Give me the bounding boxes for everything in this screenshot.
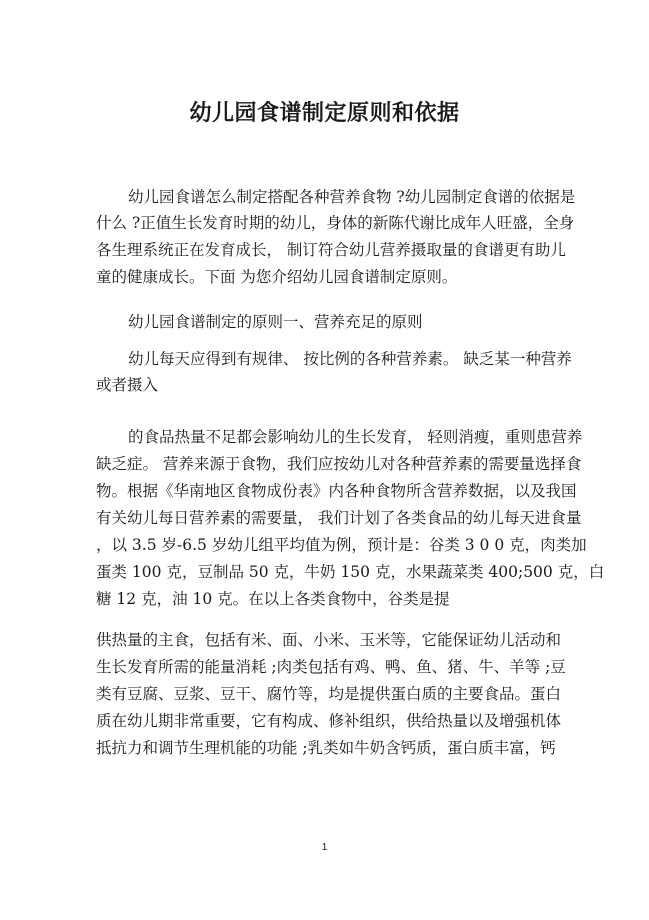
- body-line: 缺乏症。 营养来源于食物，我们应按幼儿对各种营养素的需要量选择食: [96, 455, 582, 473]
- body-line: 抵抗力和调节生理机能的功能 ;乳类如牛奶含钙质，蛋白质丰富，钙: [96, 739, 556, 757]
- body-line: 物。根据《华南地区食物成份表》内各种食物所含营养数据，以及我国: [96, 482, 577, 500]
- body-line: 质在幼儿期非常重要，它有构成、修补组织，供给热量以及增强机体: [96, 712, 562, 730]
- body-line: 蛋类 100 克，豆制品 50 克，牛奶 150 克，水果蔬菜类 400;500 克，白: [96, 563, 605, 581]
- body-line: 什么 ?正值生长发育时期的幼儿，身体的新陈代谢比成年人旺盛，全身: [96, 214, 575, 232]
- body-line: 各生理系统正在发育成长， 制订符合幼儿营养摄取量的食谱更有助儿: [96, 241, 566, 259]
- body-line: 糖 12 克，油 10 克。在以上各类食物中，谷类是提: [96, 590, 450, 608]
- body-line: 有关幼儿每日营养素的需要量， 我们计划了各类食品的幼儿每天进食量: [96, 509, 582, 527]
- body-line: ，以 3.5 岁-6.5 岁幼儿组平均值为例，预计是：谷类 3 0 0 克，肉类加: [96, 536, 587, 554]
- body-line: 生长发育所需的能量消耗 ;肉类包括有鸡、鸭、鱼、猪、牛、羊等 ;豆: [96, 658, 566, 676]
- body-line: 供热量的主食，包括有米、面、小米、玉米等，它能保证幼儿活动和: [96, 631, 562, 649]
- body-line: 幼儿园食谱怎么制定搭配各种营养食物 ?幼儿园制定食谱的依据是: [128, 188, 576, 206]
- body-line: 的食品热量不足都会影响幼儿的生长发育， 轻则消瘦，重则患营养: [128, 428, 583, 446]
- body-line: 童的健康成长。下面 为您介绍幼儿园食谱制定原则。: [96, 268, 458, 286]
- section-heading: 幼儿园食谱制定的原则一、营养充足的原则: [128, 313, 423, 331]
- page-number: 1: [321, 842, 328, 853]
- body-line: 类有豆腐、豆浆、豆干、腐竹等，均是提供蛋白质的主要食品。蛋白: [96, 685, 562, 703]
- body-line: 幼儿每天应得到有规律、 按比例的各种营养素。 缺乏某一种营养: [128, 350, 572, 368]
- body-line: 或者摄入: [96, 376, 159, 394]
- page-title: 幼儿园食谱制定原则和依据: [189, 100, 460, 126]
